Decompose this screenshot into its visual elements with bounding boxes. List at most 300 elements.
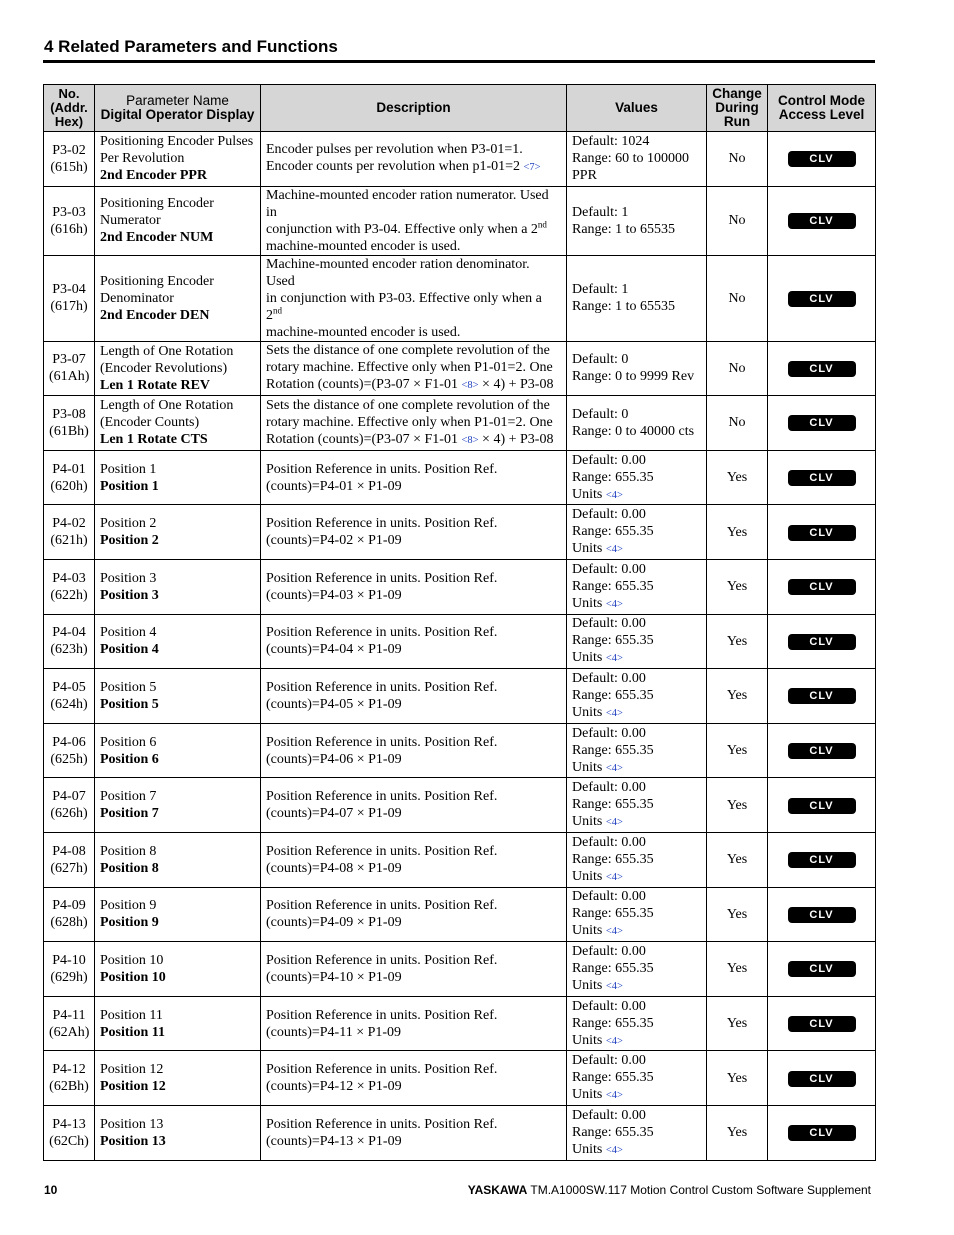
access-level-cell [768,505,876,560]
footnote-link[interactable]: <4> [605,980,623,992]
param-number: P3-07 [52,352,86,368]
change-during-run-cell [707,132,768,187]
footnote-link[interactable]: <4> [605,871,623,883]
value-line: Default: 0.00 [572,1053,646,1069]
description-line: Rotation (counts)=(P3-07 × F1-01 [266,431,458,447]
footnote-link[interactable]: <8> [461,434,479,446]
values-cell [567,450,707,505]
description-cell [261,669,567,724]
description-cell [261,396,567,451]
footnote-link[interactable]: <4> [605,598,623,610]
clv-badge: CLV [788,743,856,759]
value-line: Units [572,541,603,557]
value-line: Default: 0 [572,406,629,422]
change-during-run-cell [707,1105,768,1160]
value-line: Range: 655.35 [572,797,654,813]
param-address: (621h) [50,533,88,549]
param-name-line: Numerator [100,213,161,229]
description-line: Position Reference in units. Position Ref. [266,1007,498,1023]
description-line: (counts)=P4-04 × P1-09 [266,642,402,658]
clv-badge: CLV [788,470,856,486]
col-header-level: Control Mode Access Level [768,85,876,132]
values-cell [567,832,707,887]
param-number: P4-12 [52,1062,86,1078]
change-during-run-cell [707,505,768,560]
change-during-run-cell [707,1051,768,1106]
param-name-line: Position 11 [100,1007,163,1023]
page-footer [43,1181,871,1199]
description-line: Position Reference in units. Position Ref. [266,898,498,914]
clv-badge: CLV [788,1125,856,1141]
param-name-line: (Encoder Counts) [100,415,200,431]
param-address: (62Ch) [49,1133,89,1149]
table-row [44,341,876,396]
description-line: Sets the distance of one complete revolution of the [266,343,550,359]
param-number: P4-10 [52,952,86,968]
description-line: (counts)=P4-08 × P1-09 [266,860,402,876]
param-number: P4-08 [52,843,86,859]
values-cell [567,887,707,942]
param-address: (624h) [50,696,88,712]
param-name-cell [95,396,261,451]
param-name-line: Position 10 [100,952,164,968]
param-display-name: Position 6 [100,751,159,767]
description-cell [261,132,567,187]
clv-badge: CLV [788,213,856,229]
param-number: P4-01 [52,461,86,477]
param-display-name: Position 12 [100,1079,166,1095]
param-name-line: Position 4 [100,625,157,641]
description-line: (counts)=P4-12 × P1-09 [266,1079,402,1095]
footnote-link[interactable]: <4> [605,926,623,938]
description-line: (counts)=P4-07 × P1-09 [266,806,402,822]
param-number-cell [44,559,95,614]
description-line: (counts)=P4-01 × P1-09 [266,478,402,494]
description-line: (counts)=P4-09 × P1-09 [266,915,402,931]
description-line: Machine-mounted encoder ration denominator. Used [266,256,530,289]
param-number-cell [44,614,95,669]
description-line: (counts)=P4-02 × P1-09 [266,533,402,549]
change-during-run-cell [707,832,768,887]
values-cell [567,341,707,396]
param-address: (629h) [50,969,88,985]
param-number-cell [44,1051,95,1106]
values-cell [567,559,707,614]
values-cell [567,669,707,724]
description-superscript: nd [273,304,282,315]
param-number-cell [44,942,95,997]
description-line: (counts)=P4-03 × P1-09 [266,587,402,603]
param-number-cell [44,669,95,724]
param-number-cell [44,996,95,1051]
change-during-run: Yes [726,579,748,595]
change-during-run: Yes [726,961,748,977]
access-level-cell [768,723,876,778]
description-line: (counts)=P4-11 × P1-09 [266,1024,402,1040]
value-line: Default: 1024 [572,134,650,150]
values-cell [567,942,707,997]
value-line: Units [572,977,603,993]
param-address: (628h) [50,915,88,931]
value-line: Range: 655.35 [572,906,654,922]
value-line: Range: 655.35 [572,633,654,649]
value-line: Units [572,868,603,884]
table-row [44,505,876,560]
page-number: 10 [44,1183,58,1197]
clv-badge: CLV [788,1071,856,1087]
change-during-run-cell [707,450,768,505]
table-row [44,996,876,1051]
change-during-run: No [728,360,746,376]
param-name-line: Position 13 [100,1116,164,1132]
value-line: Default: 0.00 [572,1107,646,1123]
table-row [44,559,876,614]
description-cell [261,450,567,505]
description-cell [261,341,567,396]
description-line: Encoder counts per revolution when p1-01=2 [266,159,520,175]
table-row [44,723,876,778]
section-title: 4 Related Parameters and Functions [44,37,338,56]
value-line: Range: 655.35 [572,578,654,594]
value-line: Default: 0.00 [572,780,646,796]
param-name-cell [95,132,261,187]
col-header-name-line2: Digital Operator Display [100,107,255,122]
clv-badge: CLV [788,151,856,167]
table-row [44,887,876,942]
param-display-name: Position 1 [100,478,159,494]
param-name-cell [95,669,261,724]
access-level-cell [768,669,876,724]
description-line: Position Reference in units. Position Ref. [266,789,498,805]
access-level-cell [768,396,876,451]
param-display-name: Position 10 [100,969,166,985]
change-during-run-cell [707,559,768,614]
clv-badge: CLV [788,361,856,377]
change-during-run-cell [707,778,768,833]
param-number-cell [44,832,95,887]
param-number-cell [44,186,95,255]
clv-badge: CLV [788,1016,856,1032]
access-level-cell [768,614,876,669]
change-during-run-cell [707,255,768,341]
footnote-link[interactable]: <4> [605,707,623,719]
value-line: Default: 0.00 [572,998,646,1014]
param-address: (61Bh) [49,423,89,439]
value-line: Default: 0 [572,352,629,368]
footnote-link[interactable]: <4> [605,1090,623,1102]
change-during-run: No [728,213,746,229]
description-cell [261,505,567,560]
footnote-link[interactable]: <7> [523,162,541,174]
description-line: Position Reference in units. Position Ref. [266,952,498,968]
value-line: Default: 0.00 [572,834,646,850]
value-line: Default: 0.00 [572,725,646,741]
param-name-line: Position 2 [100,516,157,532]
description-line: Position Reference in units. Position Ref. [266,734,498,750]
col-header-name [95,85,261,132]
values-cell [567,614,707,669]
param-name-line: Positioning Encoder [100,196,214,212]
values-cell [567,186,707,255]
param-display-name: Position 5 [100,696,159,712]
brand-name: YASKAWA [467,1183,528,1197]
param-name-line: Position 9 [100,898,157,914]
access-level-cell [768,559,876,614]
footnote-link[interactable]: <4> [605,653,623,665]
param-address: (625h) [50,751,88,767]
value-line: Default: 1 [572,204,629,220]
description-line: in conjunction with P3-03. Effective only when a 2 [266,290,542,323]
description-line: Position Reference in units. Position Ref. [266,843,498,859]
value-line: Range: 655.35 [572,1015,654,1031]
description-line: machine-mounted encoder is used. [266,324,461,340]
value-line: Range: 655.35 [572,851,654,867]
value-line: Range: 0 to 40000 cts [572,423,695,439]
description-line: Position Reference in units. Position Ref. [266,516,498,532]
param-name-cell [95,942,261,997]
description-line: Sets the distance of one complete revolution of the [266,397,550,413]
value-line: Range: 655.35 [572,960,654,976]
description-cell [261,887,567,942]
param-address: (620h) [50,478,88,494]
values-cell [567,255,707,341]
description-line: machine-mounted encoder is used. [266,238,461,254]
change-during-run: Yes [726,524,748,540]
value-line: Units [572,650,603,666]
param-name-cell [95,559,261,614]
clv-badge: CLV [788,579,856,595]
param-number-cell [44,887,95,942]
footnote-link[interactable]: <4> [605,762,623,774]
table-row [44,450,876,505]
values-cell [567,1051,707,1106]
value-line: Units [572,1087,603,1103]
access-level-cell [768,832,876,887]
footnote-link[interactable]: <4> [605,489,623,501]
param-name-line: (Encoder Revolutions) [100,360,228,376]
param-name-cell [95,778,261,833]
col-header-values: Values [567,85,707,132]
description-line: (counts)=P4-13 × P1-09 [266,1133,402,1149]
description-cell [261,942,567,997]
param-address: (61Ah) [49,369,90,385]
table-row [44,1051,876,1106]
param-name-line: Length of One Rotation [100,398,234,414]
param-name-line: Position 5 [100,679,157,695]
param-address: (627h) [50,860,88,876]
param-address: (62Bh) [49,1079,89,1095]
description-line: rotary machine. Effective only when P1-01=2. One [266,360,553,376]
param-number-cell [44,341,95,396]
values-cell [567,132,707,187]
description-tail: × 4) + P3-08 [482,431,554,447]
table-row [44,778,876,833]
description-line: Position Reference in units. Position Ref. [266,1116,498,1132]
param-name-line: Denominator [100,290,174,306]
param-name-cell [95,996,261,1051]
footnote-link[interactable]: <8> [461,380,479,392]
footnote-link[interactable]: <4> [605,544,623,556]
value-line: Units [572,814,603,830]
footnote-link[interactable]: <4> [605,817,623,829]
clv-badge: CLV [788,291,856,307]
change-during-run: No [728,151,746,167]
clv-badge: CLV [788,961,856,977]
change-during-run: Yes [726,470,748,486]
footnote-link[interactable]: <4> [605,1144,623,1156]
change-during-run-cell [707,341,768,396]
footnote-link[interactable]: <4> [605,1035,623,1047]
description-cell [261,723,567,778]
values-cell [567,723,707,778]
value-line: Range: 655.35 [572,1124,654,1140]
table-row [44,186,876,255]
change-during-run-cell [707,669,768,724]
param-name-line: Position 7 [100,789,157,805]
document-title: TM.A1000SW.117 Motion Control Custom Software Supplement [530,1183,871,1197]
value-line: Units [572,486,603,502]
param-number: P4-05 [52,679,86,695]
description-cell [261,778,567,833]
value-line: Default: 0.00 [572,889,646,905]
param-number-cell [44,132,95,187]
value-line: Default: 0.00 [572,452,646,468]
param-number: P4-13 [52,1116,86,1132]
change-during-run: Yes [726,743,748,759]
param-name-cell [95,505,261,560]
description-line: Position Reference in units. Position Ref. [266,679,498,695]
param-name-line: Positioning Encoder Pulses [100,134,254,150]
param-number: P4-07 [52,789,86,805]
change-during-run: No [728,290,746,306]
value-line: Range: 655.35 [572,469,654,485]
change-during-run: Yes [726,1125,748,1141]
param-display-name: Position 3 [100,587,159,603]
access-level-cell [768,778,876,833]
description-cell [261,255,567,341]
description-cell [261,832,567,887]
access-level-cell [768,1105,876,1160]
change-during-run-cell [707,396,768,451]
param-name-line: Position 3 [100,570,157,586]
param-display-name: Position 7 [100,806,159,822]
value-line: Range: 0 to 9999 Rev [572,369,695,385]
change-during-run-cell [707,942,768,997]
table-row [44,132,876,187]
value-line: Default: 0.00 [572,943,646,959]
param-name-cell [95,1105,261,1160]
section-header [43,36,875,63]
param-name-cell [95,186,261,255]
col-header-description: Description [261,85,567,132]
value-line: Range: 655.35 [572,1070,654,1086]
param-address: (622h) [50,587,88,603]
param-name-cell [95,832,261,887]
param-number-cell [44,450,95,505]
param-number-cell [44,396,95,451]
value-line: Range: 655.35 [572,687,654,703]
value-line: Range: 60 to 100000 [572,151,690,167]
description-line: (counts)=P4-10 × P1-09 [266,969,402,985]
table-row [44,1105,876,1160]
param-display-name: 2nd Encoder PPR [100,168,208,184]
description-line: rotary machine. Effective only when P1-01=2. One [266,414,553,430]
param-address: (617h) [50,299,88,315]
change-during-run: No [728,415,746,431]
value-line: Range: 1 to 65535 [572,221,676,237]
param-address: (615h) [50,159,88,175]
value-line: Units [572,923,603,939]
parameter-table [43,84,876,1161]
param-display-name: 2nd Encoder DEN [100,307,210,323]
values-cell [567,1105,707,1160]
description-cell [261,996,567,1051]
table-row [44,832,876,887]
param-name-cell [95,341,261,396]
table-row [44,942,876,997]
access-level-cell [768,132,876,187]
clv-badge: CLV [788,852,856,868]
access-level-cell [768,341,876,396]
description-line: Encoder pulses per revolution when P3-01=1. [266,142,523,158]
col-header-name-line1: Parameter Name [126,93,229,108]
values-cell [567,505,707,560]
access-level-cell [768,887,876,942]
param-address: (626h) [50,806,88,822]
param-address: (623h) [50,642,88,658]
param-number: P4-09 [52,898,86,914]
table-row [44,614,876,669]
param-name-line: Length of One Rotation [100,343,234,359]
value-line: PPR [572,168,597,184]
change-during-run: Yes [726,1070,748,1086]
param-name-line: Position 6 [100,734,157,750]
param-display-name: Position 8 [100,860,159,876]
change-during-run: Yes [726,633,748,649]
param-name-line: Positioning Encoder [100,273,214,289]
change-during-run: Yes [726,688,748,704]
param-display-name: Position 2 [100,533,159,549]
param-name-line: Position 12 [100,1062,164,1078]
access-level-cell [768,450,876,505]
clv-badge: CLV [788,634,856,650]
param-number: P4-04 [52,625,86,641]
change-during-run-cell [707,186,768,255]
description-line: Position Reference in units. Position Ref. [266,1062,498,1078]
description-cell [261,614,567,669]
col-header-no: No. (Addr. Hex) [44,85,95,132]
access-level-cell [768,1051,876,1106]
description-line: Position Reference in units. Position Ref. [266,625,498,641]
table-body [44,132,876,1161]
description-cell [261,1051,567,1106]
clv-badge: CLV [788,415,856,431]
change-during-run: Yes [726,797,748,813]
change-during-run: Yes [726,906,748,922]
value-line: Range: 1 to 65535 [572,299,676,315]
values-cell [567,396,707,451]
param-name-cell [95,614,261,669]
description-line: Position Reference in units. Position Ref. [266,461,498,477]
param-display-name: 2nd Encoder NUM [100,230,214,246]
param-number: P3-03 [52,204,86,220]
access-level-cell [768,255,876,341]
value-line: Range: 655.35 [572,742,654,758]
document-info [468,1183,871,1197]
description-cell [261,186,567,255]
description-line: Machine-mounted encoder ration numerator. Used in [266,187,549,220]
param-address: (62Ah) [49,1024,90,1040]
